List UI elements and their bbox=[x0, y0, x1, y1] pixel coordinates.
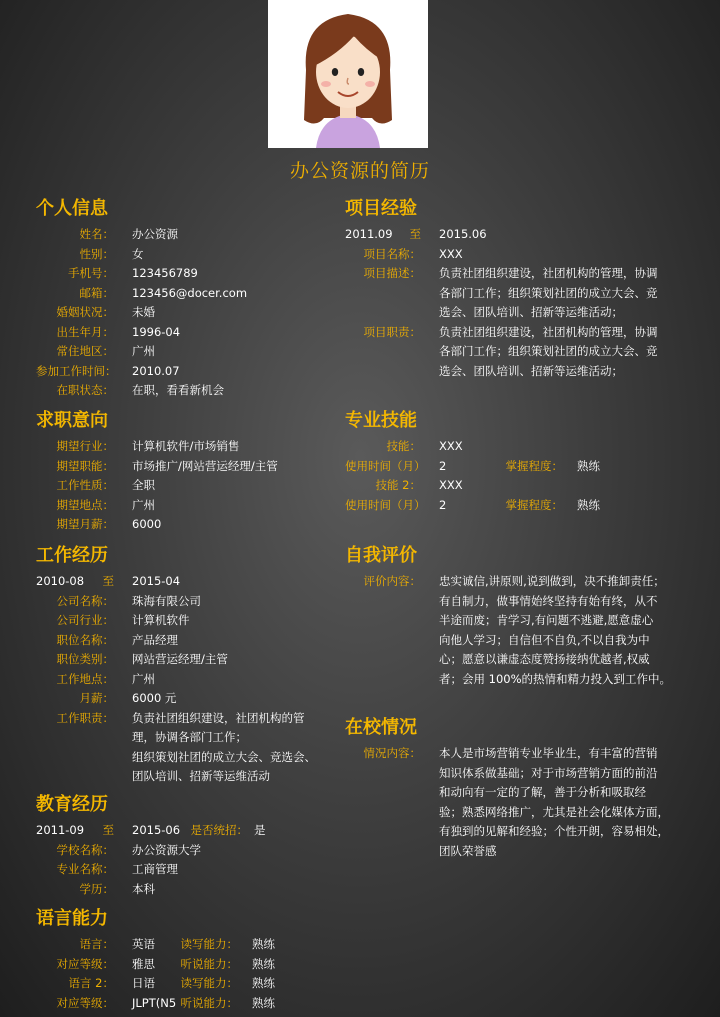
text-line: 有自制力，做事情始终坚持有始有终，从不 bbox=[439, 593, 658, 608]
work-duty-label: 工作职责： bbox=[56, 710, 114, 725]
info-value: 广州 bbox=[132, 497, 155, 512]
text-line: 知识体系做基础；对于市场营销方面的前沿 bbox=[439, 765, 658, 780]
self-evaluation-heading: 自我评价 bbox=[345, 545, 417, 566]
work-experience-heading: 工作经历 bbox=[36, 545, 108, 566]
info-row bbox=[36, 955, 336, 975]
info-row bbox=[36, 264, 336, 284]
info-row bbox=[36, 974, 336, 994]
info-label: 月薪： bbox=[79, 691, 114, 705]
info-label: 期望职能： bbox=[56, 458, 114, 473]
text-line: 团队荣誉感 bbox=[439, 843, 497, 858]
info-value: 2 bbox=[439, 497, 447, 512]
info-row bbox=[36, 650, 336, 670]
info-label: 公司名称： bbox=[56, 593, 114, 608]
info-label: 婚姻状况： bbox=[56, 305, 114, 319]
info-label: 职位类别： bbox=[56, 652, 114, 666]
personal-info-heading: 个人信息 bbox=[36, 198, 108, 219]
text-line: 各部门工作；组织策划社团的成立大会、竞 bbox=[439, 344, 658, 358]
info-value: 6000 bbox=[132, 517, 162, 531]
self-evaluation-section bbox=[345, 544, 690, 689]
info-value-2: 熟练 bbox=[252, 956, 275, 971]
info-row bbox=[36, 935, 336, 955]
text-line: 选会、团队培训、招新等运维活动； bbox=[439, 305, 623, 319]
text-line: 本人是市场营销专业毕业生，有丰富的营销 bbox=[439, 746, 658, 760]
info-row bbox=[36, 496, 336, 516]
info-row bbox=[36, 245, 336, 265]
work-period-to: 至 bbox=[102, 574, 114, 588]
text-line: 组织策划社团的成立大会、竞选会、 bbox=[132, 749, 316, 764]
info-row bbox=[345, 496, 690, 516]
education-heading: 教育经历 bbox=[36, 794, 108, 815]
info-label: 专业名称： bbox=[56, 862, 114, 876]
info-value: 产品经理 bbox=[132, 632, 178, 647]
skills-heading: 专业技能 bbox=[345, 410, 417, 431]
info-value: 本科 bbox=[132, 881, 155, 896]
info-row bbox=[36, 860, 336, 880]
info-label-2: 听说能力： bbox=[180, 956, 238, 971]
project-start-date: 2011.09 bbox=[345, 227, 393, 241]
info-value: 市场推广/网站营运经理/主管 bbox=[132, 458, 278, 473]
info-label-2: 掌握程度： bbox=[505, 458, 563, 473]
project-name-row bbox=[345, 245, 690, 265]
info-value-2: 熟练 bbox=[577, 497, 600, 512]
job-intent-heading: 求职意向 bbox=[36, 410, 108, 431]
info-value: XXX bbox=[439, 478, 463, 492]
info-label: 语言 2： bbox=[68, 976, 114, 990]
info-row bbox=[36, 342, 336, 362]
info-label: 语言： bbox=[79, 937, 114, 951]
info-value: 在职，看看新机会 bbox=[132, 383, 224, 397]
info-value: 女 bbox=[132, 246, 144, 261]
info-label: 学校名称： bbox=[56, 842, 114, 857]
info-label: 期望月薪： bbox=[56, 517, 114, 531]
campus-label: 情况内容： bbox=[363, 746, 421, 760]
text-line: 有独到的见解和经验；个性开朗，容易相处， bbox=[439, 824, 669, 838]
info-value: 办公资源 bbox=[132, 227, 178, 241]
info-row bbox=[36, 841, 336, 861]
text-line: 向他人学习；自信但不自负,不以自我为中 bbox=[439, 632, 650, 647]
campus-row bbox=[345, 744, 690, 861]
language-section bbox=[36, 907, 336, 1013]
avatar-illustration bbox=[268, 0, 428, 148]
project-duty-row bbox=[345, 323, 690, 382]
info-row bbox=[36, 381, 336, 401]
project-desc-row bbox=[345, 264, 690, 323]
info-row bbox=[36, 225, 336, 245]
personal-info-section bbox=[36, 197, 336, 401]
info-value: 全职 bbox=[132, 478, 155, 492]
project-period-to: 至 bbox=[409, 227, 421, 241]
work-duty bbox=[36, 709, 336, 787]
info-value: 网站营运经理/主管 bbox=[132, 652, 228, 666]
info-value: JLPT(N5 bbox=[132, 995, 177, 1010]
info-label: 出生年月： bbox=[56, 324, 114, 339]
info-row bbox=[36, 476, 336, 496]
info-row bbox=[36, 592, 336, 612]
education-end-date: 2015-06 bbox=[132, 823, 181, 837]
work-start-date: 2010-08 bbox=[36, 574, 85, 588]
info-value: 雅思 bbox=[132, 956, 155, 971]
info-value: 广州 bbox=[132, 671, 155, 686]
info-label: 期望行业： bbox=[56, 439, 114, 453]
text-line: 心；愿意以谦虚态度赞扬接纳优越者,权威 bbox=[439, 652, 650, 666]
info-label-2: 听说能力： bbox=[180, 995, 238, 1010]
info-row bbox=[36, 515, 336, 535]
text-line: 忠实诚信,讲原则,说到做到，决不推卸责任； bbox=[439, 574, 665, 588]
text-line: 验；熟悉网络推广，尤其是社会化媒体方面， bbox=[439, 804, 669, 819]
education-unified-value: 是 bbox=[254, 823, 266, 837]
work-period bbox=[36, 572, 336, 592]
text-line: 负责社团组织建设，社团机构的管理，协调 bbox=[439, 266, 658, 280]
info-label: 使用时间（月） bbox=[345, 497, 426, 512]
info-value: 2 bbox=[439, 458, 447, 473]
project-name-label: 项目名称： bbox=[363, 246, 421, 261]
info-row bbox=[36, 994, 336, 1014]
info-value: 123456789 bbox=[132, 266, 198, 280]
info-value: 广州 bbox=[132, 344, 155, 358]
info-label: 对应等级： bbox=[56, 995, 114, 1010]
campus-section bbox=[345, 716, 690, 861]
text-line: 团队培训、招新等运维活动 bbox=[132, 769, 270, 783]
info-label: 技能 2： bbox=[375, 478, 421, 492]
resume-title: 办公资源的简历 bbox=[289, 160, 430, 182]
language-heading: 语言能力 bbox=[36, 908, 108, 929]
info-label: 工作地点： bbox=[56, 671, 114, 686]
info-row bbox=[36, 689, 336, 709]
info-value: 办公资源大学 bbox=[132, 842, 201, 857]
text-line: 和动向有一定的了解，善于分析和吸取经 bbox=[439, 785, 646, 799]
info-label: 参加工作时间： bbox=[36, 363, 117, 378]
text-line: 负责社团组织建设，社团机构的管 bbox=[132, 710, 305, 725]
info-label: 工作性质： bbox=[56, 478, 114, 492]
work-experience-section bbox=[36, 544, 336, 787]
info-value: 2010.07 bbox=[132, 363, 180, 378]
info-value: 未婚 bbox=[132, 305, 155, 319]
info-label: 学历： bbox=[79, 881, 114, 896]
info-row bbox=[345, 457, 690, 477]
info-label: 性别： bbox=[79, 246, 114, 261]
info-value-2: 熟练 bbox=[577, 458, 600, 473]
text-line: 者；会用 100%的热情和精力投入到工作中。 bbox=[439, 671, 672, 686]
profile-photo bbox=[268, 0, 428, 148]
info-value: 计算机软件/市场销售 bbox=[132, 439, 240, 453]
info-value: 6000 元 bbox=[132, 691, 177, 705]
info-label-2: 掌握程度： bbox=[505, 497, 563, 512]
info-label: 对应等级： bbox=[56, 956, 114, 971]
info-label: 在职状态： bbox=[56, 383, 114, 397]
text-line: 半途而废；肯学习,有问题不逃避,愿意虚心 bbox=[439, 613, 654, 627]
text-line: 负责社团组织建设，社团机构的管理，协调 bbox=[439, 324, 658, 339]
self-evaluation-label: 评价内容： bbox=[363, 574, 421, 588]
info-label-2: 读写能力： bbox=[180, 937, 238, 951]
info-row bbox=[345, 437, 690, 457]
info-label: 期望地点： bbox=[56, 497, 114, 512]
education-start-date: 2011-09 bbox=[36, 823, 85, 837]
info-label: 公司行业： bbox=[56, 613, 114, 627]
info-value-2: 熟练 bbox=[252, 976, 275, 990]
project-period bbox=[345, 225, 690, 245]
project-name-value: XXX bbox=[439, 246, 463, 261]
info-row bbox=[36, 437, 336, 457]
text-line: 各部门工作；组织策划社团的成立大会、竞 bbox=[439, 285, 658, 300]
project-duty-label: 项目职责： bbox=[363, 324, 421, 339]
info-row bbox=[345, 476, 690, 496]
info-value-2: 熟练 bbox=[252, 937, 275, 951]
self-evaluation-row bbox=[345, 572, 690, 689]
education-unified-label: 是否统招： bbox=[190, 823, 248, 837]
info-row bbox=[36, 611, 336, 631]
work-end-date: 2015-04 bbox=[132, 574, 181, 588]
info-row bbox=[36, 457, 336, 477]
project-desc-label: 项目描述： bbox=[363, 266, 421, 280]
info-value: 英语 bbox=[132, 937, 155, 951]
skills-section bbox=[345, 409, 690, 515]
info-label-2: 读写能力： bbox=[180, 976, 238, 990]
info-value: 计算机软件 bbox=[132, 613, 190, 627]
job-intent-section bbox=[36, 409, 336, 535]
info-row bbox=[36, 284, 336, 304]
info-label: 姓名： bbox=[79, 227, 114, 241]
info-value: 123456@docer.com bbox=[132, 285, 248, 300]
info-row bbox=[36, 631, 336, 651]
campus-heading: 在校情况 bbox=[345, 717, 417, 738]
info-label: 职位名称： bbox=[56, 632, 114, 647]
info-row bbox=[36, 303, 336, 323]
project-heading: 项目经验 bbox=[345, 198, 417, 219]
info-value: 1996-04 bbox=[132, 324, 181, 339]
info-row bbox=[36, 362, 336, 382]
info-row bbox=[36, 880, 336, 900]
education-section bbox=[36, 793, 336, 899]
info-value: XXX bbox=[439, 439, 463, 453]
info-label: 使用时间（月） bbox=[345, 458, 426, 473]
info-value: 日语 bbox=[132, 976, 155, 990]
info-row bbox=[36, 670, 336, 690]
project-end-date: 2015.06 bbox=[439, 227, 487, 241]
info-row bbox=[36, 323, 336, 343]
info-label: 常住地区： bbox=[56, 344, 114, 358]
info-label: 邮箱： bbox=[79, 285, 114, 300]
info-value: 珠海有限公司 bbox=[132, 593, 201, 608]
education-period-to: 至 bbox=[102, 823, 114, 837]
education-period bbox=[36, 821, 336, 841]
text-line: 理，协调各部门工作； bbox=[132, 730, 247, 744]
info-label: 技能： bbox=[386, 439, 421, 453]
project-section bbox=[345, 197, 690, 381]
info-value: 工商管理 bbox=[132, 862, 178, 876]
info-value-2: 熟练 bbox=[252, 995, 275, 1010]
info-label: 手机号： bbox=[68, 266, 114, 280]
text-line: 选会、团队培训、招新等运维活动； bbox=[439, 363, 623, 378]
